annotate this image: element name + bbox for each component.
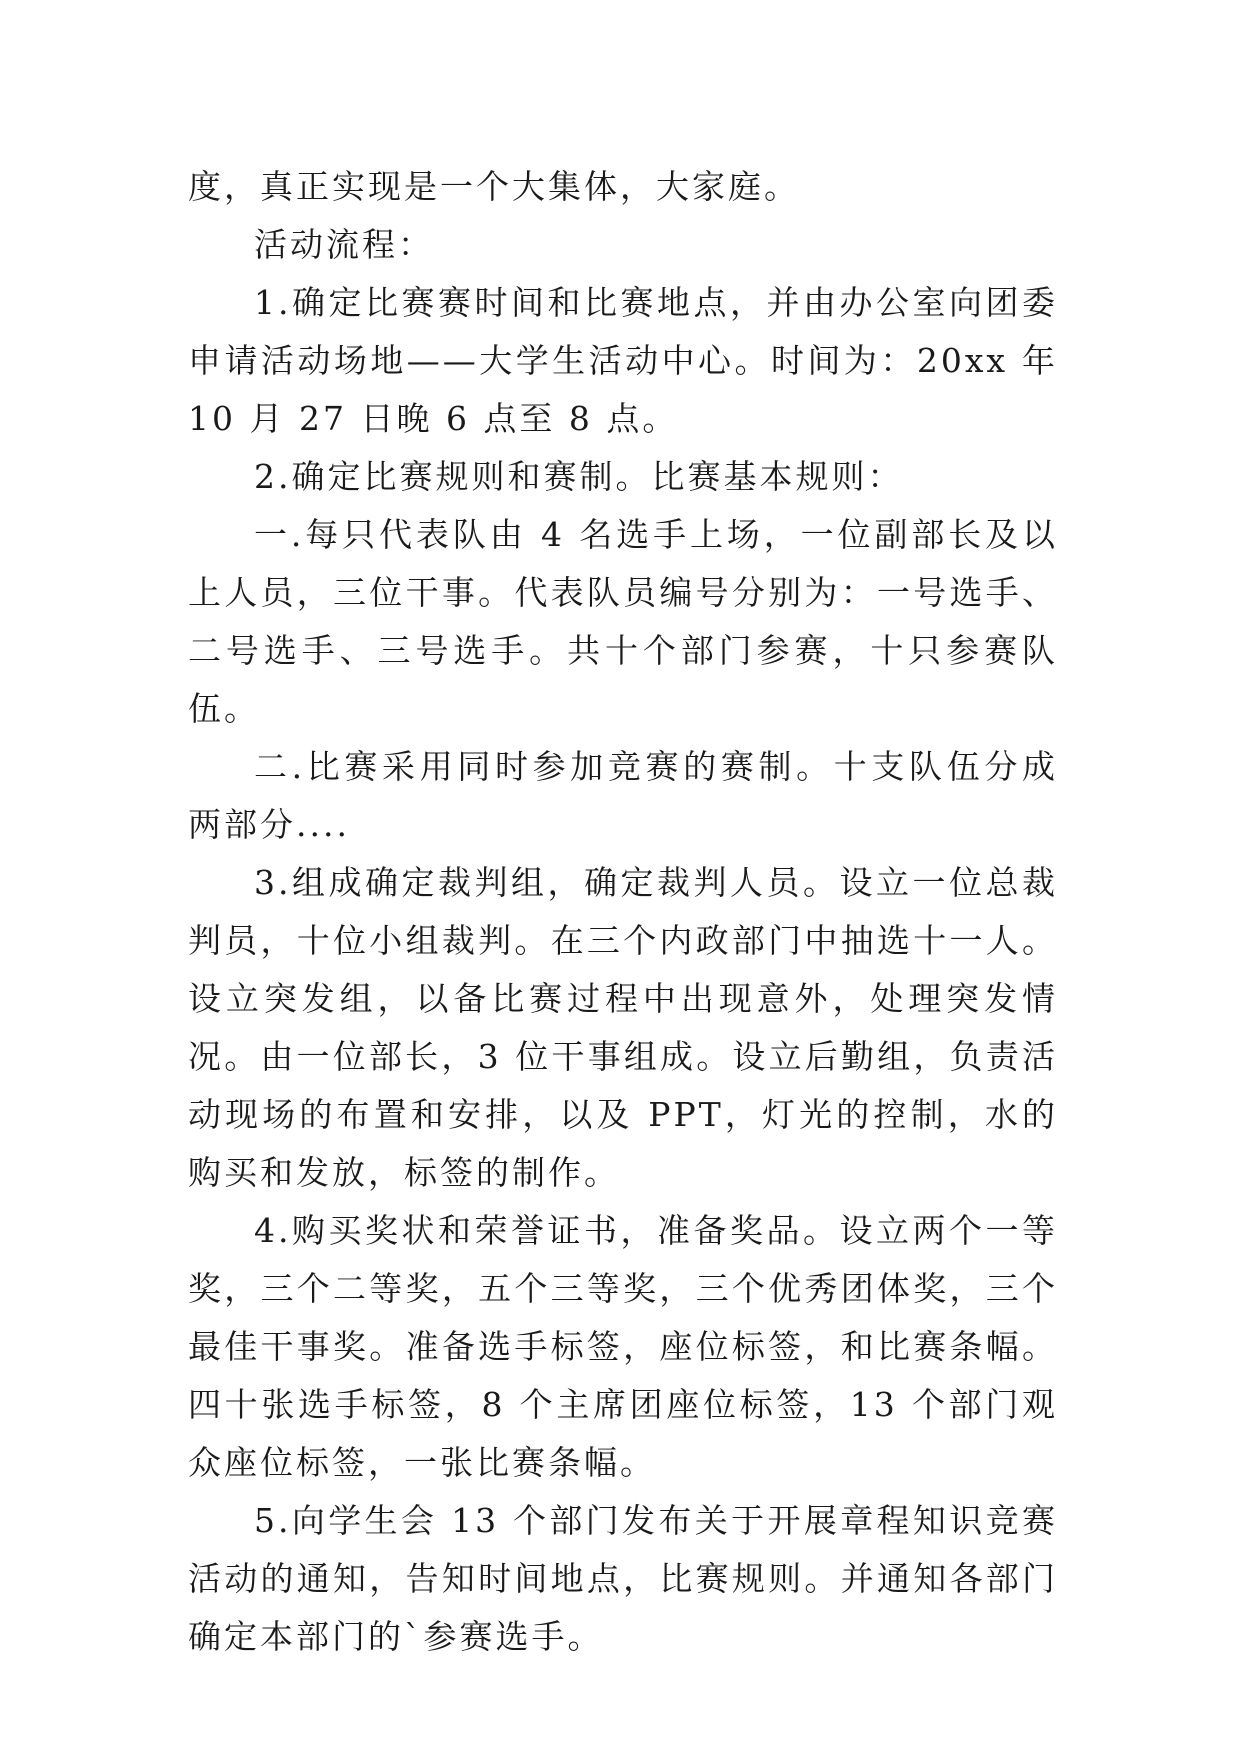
paragraph-step-1: 1.确定比赛赛时间和比赛地点，并由办公室向团委申请活动场地——大学生活动中心。时间为：20xx 年 10 月 27 日晚 6 点至 8 点。	[188, 283, 1058, 438]
document-body	[188, 158, 1058, 1666]
paragraph-step-5: 5.向学生会 13 个部门发布关于开展章程知识竞赛活动的通知，告知时间地点，比赛规则。并通知各部门确定本部门的`参赛选手。	[188, 1501, 1058, 1656]
paragraph-rule-2: 二.比赛采用同时参加竞赛的赛制。十支队伍分成两部分....	[188, 747, 1058, 844]
paragraph-continuation: 度，真正实现是一个大集体，大家庭。	[188, 167, 800, 206]
paragraph-activity-process-heading: 活动流程：	[254, 225, 434, 264]
paragraph-step-2: 2.确定比赛规则和赛制。比赛基本规则：	[254, 457, 904, 496]
paragraph-step-4: 4.购买奖状和荣誉证书，准备奖品。设立两个一等奖，三个二等奖，五个三等奖，三个优秀团体奖，三个最佳干事奖。准备选手标签，座位标签，和比赛条幅。四十张选手标签，8 个主席团座位标签，13 个部门观众座位标签，一张比赛条幅。	[188, 1211, 1058, 1482]
paragraph-step-3: 3.组成确定裁判组，确定裁判人员。设立一位总裁判员，十位小组裁判。在三个内政部门中抽选十一人。设立突发组，以备比赛过程中出现意外，处理突发情况。由一位部长，3 位干事组成。设立后勤组，负责活动现场的布置和安排，以及 PPT，灯光的控制，水的购买和发放，标签的制作。	[188, 863, 1058, 1192]
paragraph-rule-1: 一.每只代表队由 4 名选手上场，一位副部长及以上人员，三位干事。代表队员编号分别为：一号选手、二号选手、三号选手。共十个部门参赛，十只参赛队伍。	[188, 515, 1058, 728]
